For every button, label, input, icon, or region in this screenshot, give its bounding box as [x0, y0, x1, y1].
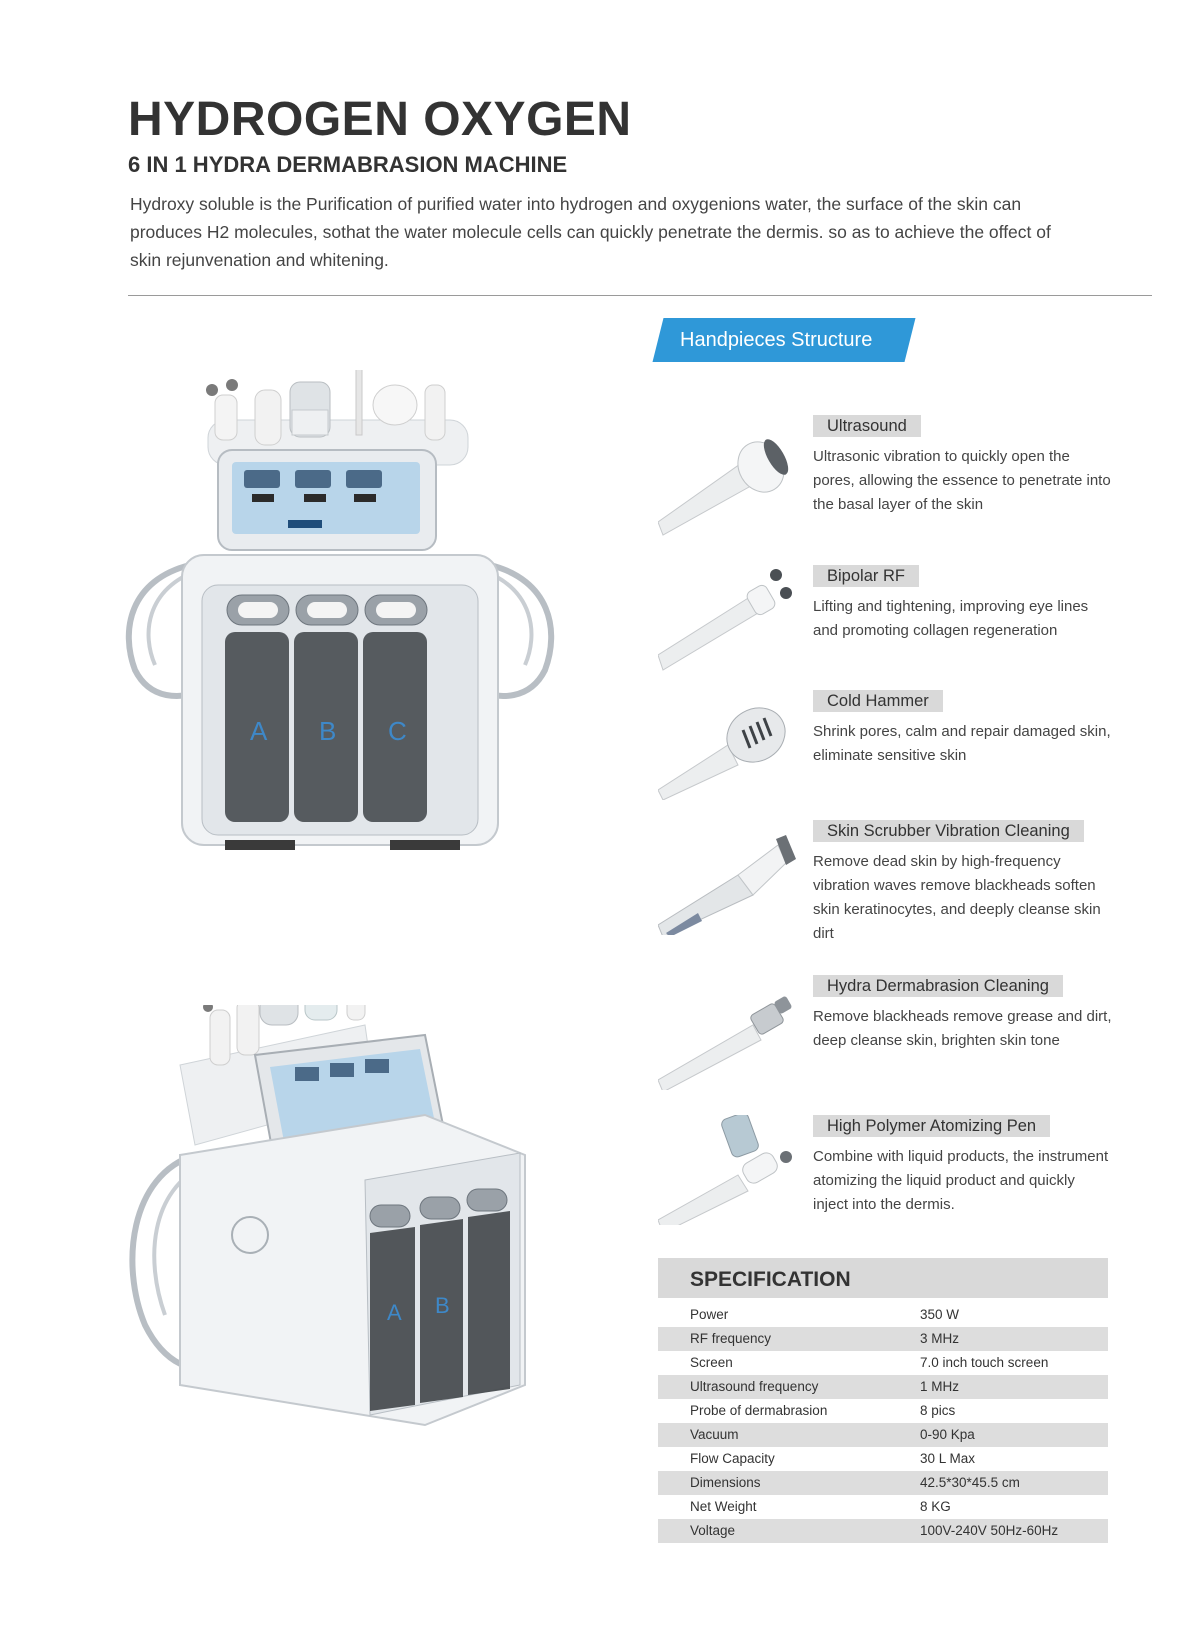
tank-letter: B — [435, 1293, 450, 1318]
spec-row — [658, 1351, 1108, 1375]
spec-row — [658, 1447, 1108, 1471]
tank-letter: C — [388, 716, 407, 746]
specification-title: SPECIFICATION — [690, 1268, 851, 1291]
handpiece-label: Skin Scrubber Vibration Cleaning — [813, 820, 1084, 842]
spec-row — [658, 1471, 1108, 1495]
intro-paragraph: Hydroxy soluble is the Purification of purified water into hydrogen and oxygenions water, the surface of the skin can produces H2 molecules, sothat the water molecule cells can quickly penetrate the dermis. so as to achieve the offect of skin rejunvenation and whitening. — [130, 194, 1051, 270]
page-title: HYDROGEN OXYGEN — [128, 93, 632, 146]
hydra-dermabrasion-handpiece-icon — [658, 980, 798, 1090]
handpieces-heading: Handpieces Structure — [680, 329, 873, 351]
spec-key: Ultrasound frequency — [690, 1379, 819, 1394]
tank-letter: A — [250, 716, 268, 746]
atomizing-pen-handpiece-icon — [658, 1115, 798, 1225]
skin-scrubber-handpiece-icon — [658, 825, 798, 935]
cold-hammer-handpiece-icon — [658, 690, 798, 800]
spec-value: 100V-240V 50Hz-60Hz — [920, 1523, 1059, 1538]
handpiece-label: Bipolar RF — [813, 565, 919, 587]
handpiece-label: Cold Hammer — [813, 690, 943, 712]
specification-table — [658, 1303, 1108, 1543]
spec-key: Dimensions — [690, 1475, 761, 1490]
spec-row — [658, 1399, 1108, 1423]
spec-value: 350 W — [920, 1307, 960, 1322]
spec-value: 1 MHz — [920, 1379, 960, 1394]
page-subtitle: 6 IN 1 HYDRA DERMABRASION MACHINE — [128, 152, 568, 177]
spec-value: 3 MHz — [920, 1331, 960, 1346]
spec-row — [658, 1303, 1108, 1327]
ultrasound-handpiece-icon — [658, 427, 798, 537]
spec-key: Power — [690, 1307, 729, 1322]
spec-value: 7.0 inch touch screen — [920, 1355, 1049, 1370]
handpiece-description: Lifting and tightening, improving eye lines and promoting collagen regeneration — [813, 598, 1089, 639]
handpiece-description: Combine with liquid products, the instrument atomizing the liquid product and quickly inject into the dermis. — [813, 1148, 1109, 1213]
machine-angled-image — [125, 1005, 565, 1485]
handpiece-description: Ultrasonic vibration to quickly open the pores, allowing the essence to penetrate into the basal layer of the skin — [813, 448, 1111, 513]
tank-letter: A — [387, 1300, 402, 1325]
handpiece-label: Hydra Dermabrasion Cleaning — [813, 975, 1063, 997]
spec-row — [658, 1423, 1108, 1447]
spec-row — [658, 1495, 1108, 1519]
spec-row — [658, 1375, 1108, 1399]
spec-value: 8 pics — [920, 1403, 956, 1418]
spec-key: Probe of dermabrasion — [690, 1403, 828, 1418]
spec-key: Screen — [690, 1355, 733, 1370]
divider — [128, 295, 1152, 296]
spec-key: RF frequency — [690, 1331, 772, 1346]
spec-key: Flow Capacity — [690, 1451, 775, 1466]
spec-row — [658, 1519, 1108, 1543]
spec-value: 30 L Max — [920, 1451, 976, 1466]
spec-key: Net Weight — [690, 1499, 757, 1514]
tank-letter: B — [319, 716, 337, 746]
handpiece-label: High Polymer Atomizing Pen — [813, 1115, 1050, 1137]
handpiece-description: Remove blackheads remove grease and dirt, deep cleanse skin, brighten skin tone — [813, 1008, 1112, 1049]
spec-value: 42.5*30*45.5 cm — [920, 1475, 1020, 1490]
spec-row — [658, 1327, 1108, 1351]
machine-front-image — [120, 370, 560, 890]
spec-key: Vacuum — [690, 1427, 739, 1442]
spec-value: 0-90 Kpa — [920, 1427, 975, 1442]
handpiece-label: Ultrasound — [813, 415, 921, 437]
handpiece-description: Remove dead skin by high-frequency vibration waves remove blackheads soften skin keratinocytes, and deeply cleanse skin dirt — [813, 853, 1101, 942]
bipolar-rf-handpiece-icon — [658, 565, 798, 675]
spec-value: 8 KG — [920, 1499, 951, 1514]
handpiece-description: Shrink pores, calm and repair damaged skin, eliminate sensitive skin — [813, 723, 1111, 764]
spec-key: Voltage — [690, 1523, 736, 1538]
